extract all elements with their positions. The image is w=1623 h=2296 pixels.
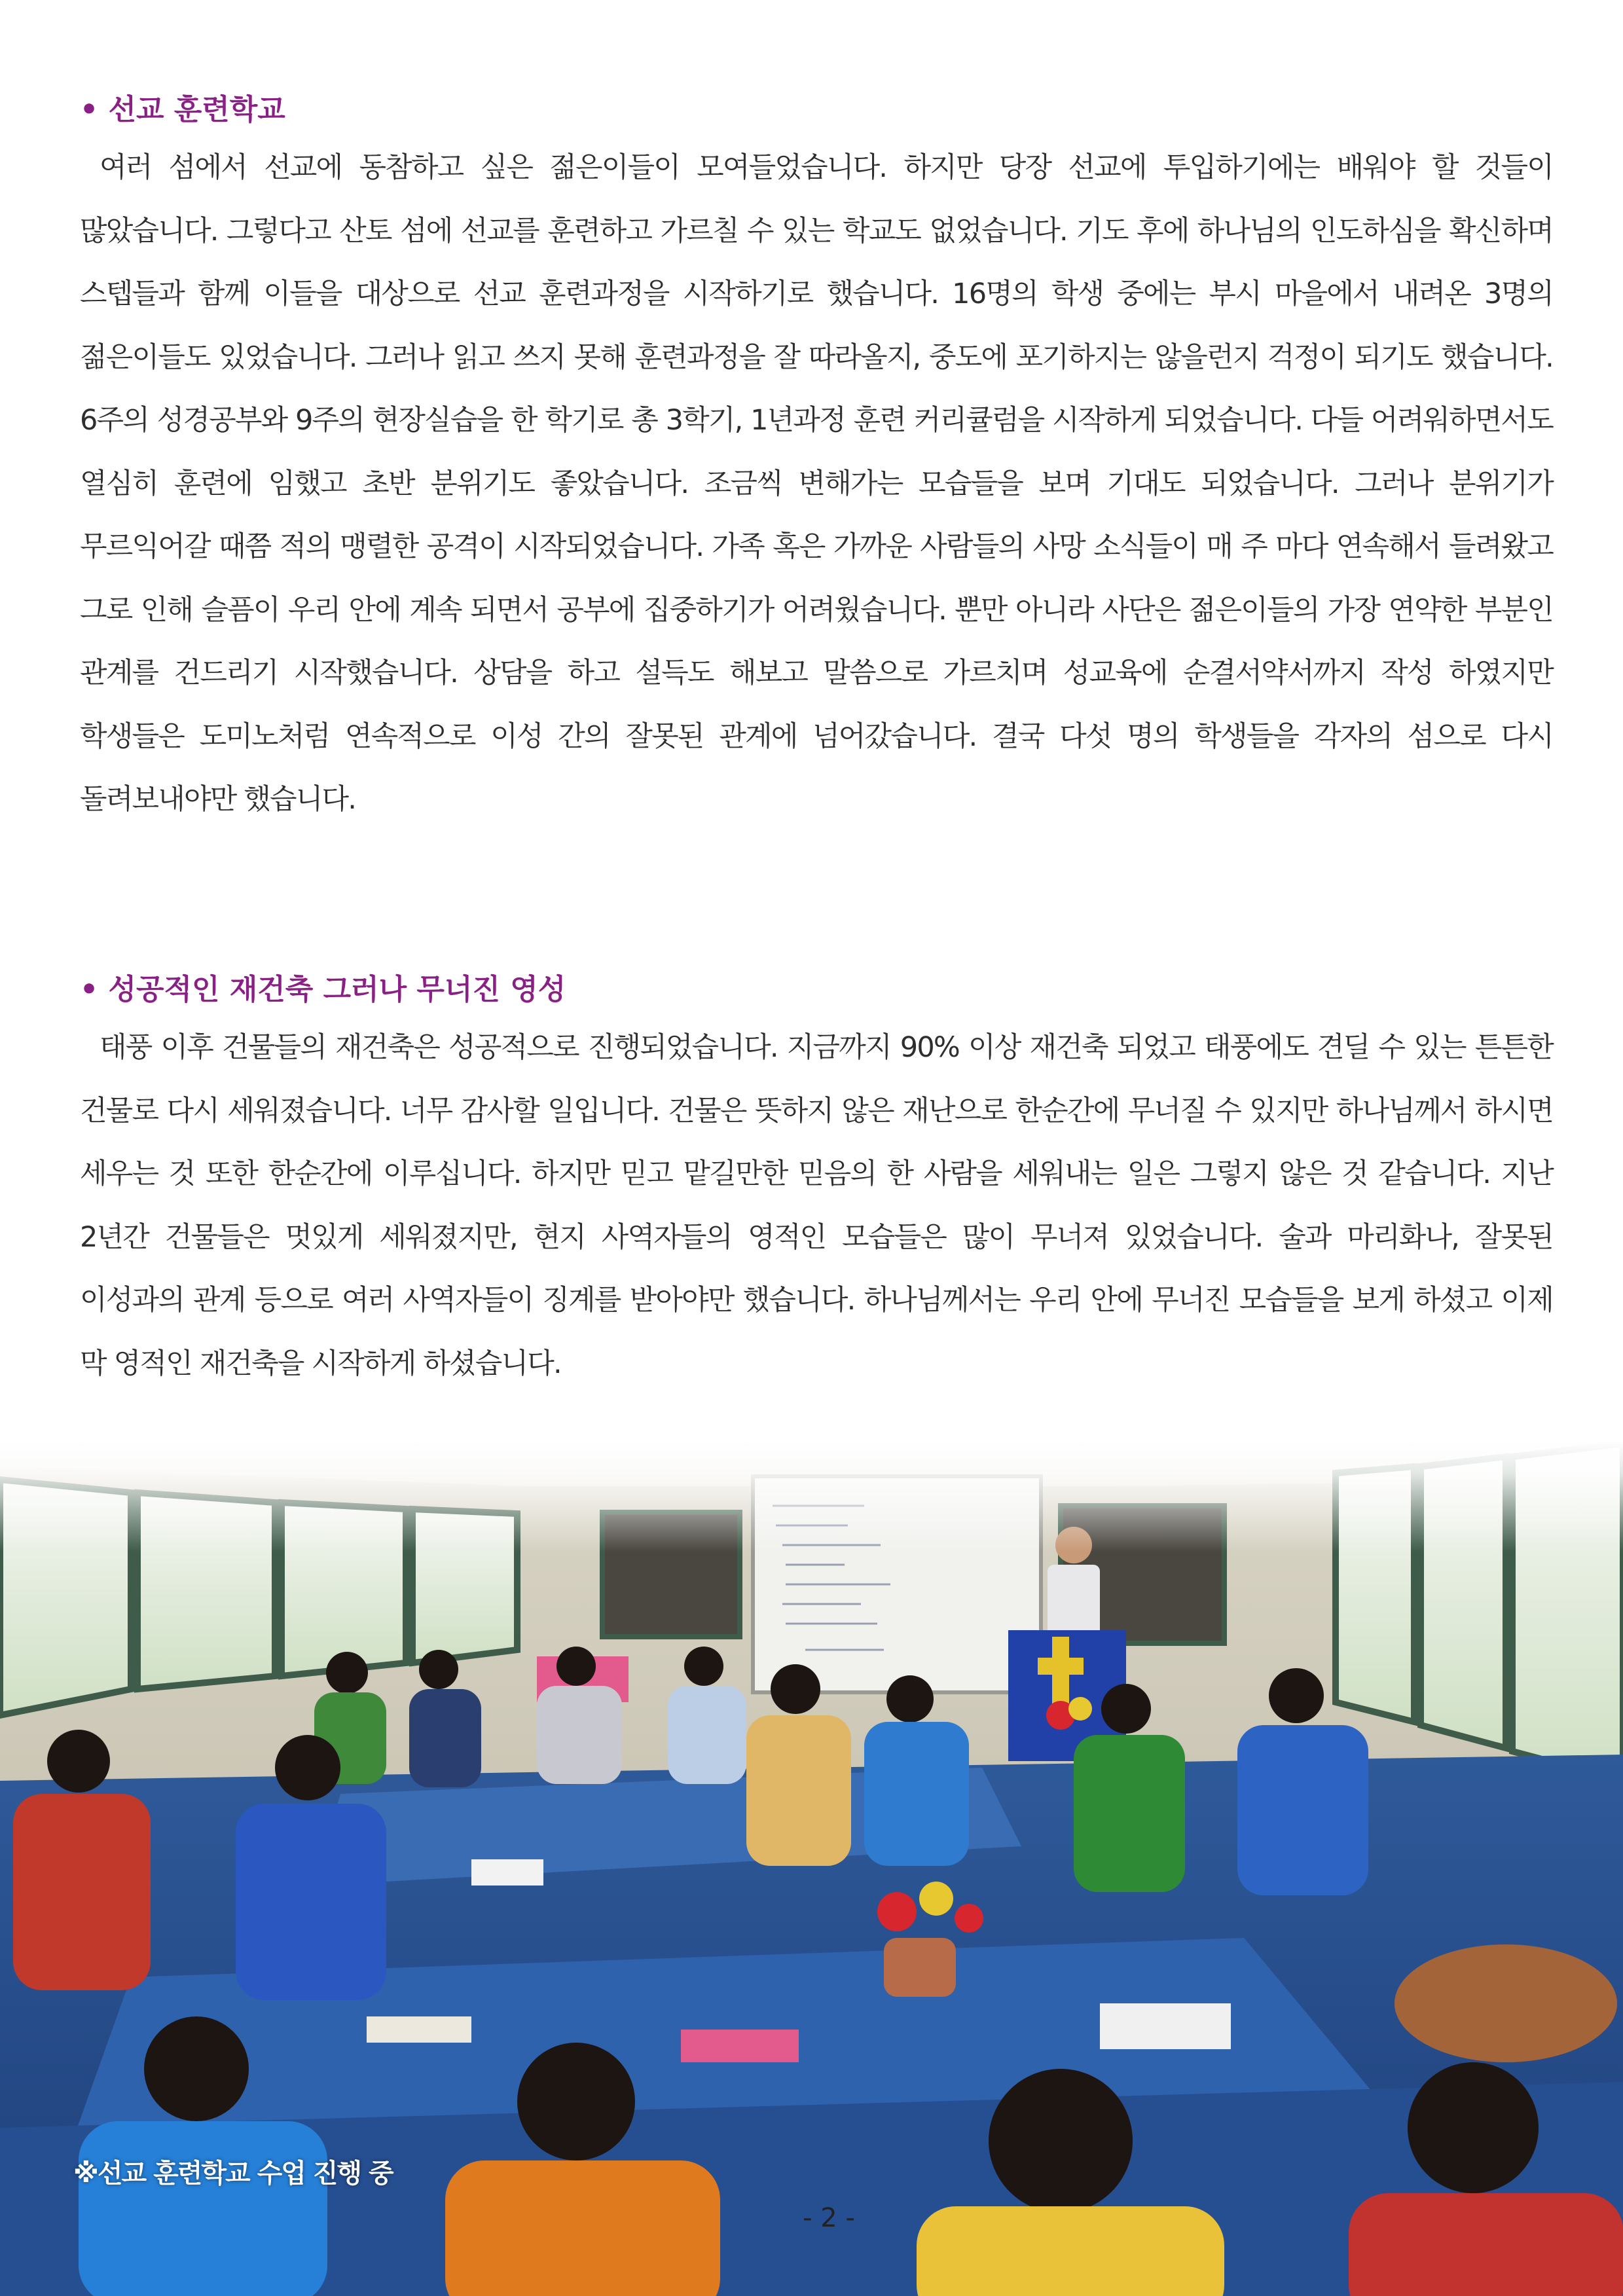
section-heading: • 성공적인 재건축 그러나 무너진 영성 xyxy=(80,973,566,1006)
section-reconstruction xyxy=(80,964,1553,1395)
section-heading: • 선교 훈련학교 xyxy=(80,93,285,126)
photo-top-fade xyxy=(0,1440,1623,1552)
photo-caption: ※선교 훈련학교 수업 진행 중 xyxy=(73,2159,393,2189)
section-missionary-training-school xyxy=(80,84,1553,831)
page-number: - 2 - xyxy=(803,2203,855,2233)
section-body: 태풍 이후 건물들의 재건축은 성공적으로 진행되었습니다. 지금까지 90% 이상 재건축 되었고 태풍에도 견딜 수 있는 튼튼한 건물로 다시 세워졌습니다. 너무 감사할 일입니다. 건물은 뜻하지 않은 재난으로 한순간에 무너질 수 있지만 하나님께서 하시면 세우는 것 또한 한순간에 이루십니다. 하지만 믿고 맡길만한 믿음의 한 사람을 세워내는 일은 그렇지 않은 것 같습니다. 지난 2년간 건물들은 멋있게 세워졌지만, 현지 사역자들의 영적인 모습들은 많이 무너져 있었습니다. 술과 마리화나, 잘못된 이성과의 관계 등으로 여러 사역자들이 징계를 받아야만 했습니다. 하나님께서는 우리 안에 무너진 모습들을 보게 하셨고 이제 막 영적인 재건축을 시작하게 하셨습니다. xyxy=(80,1031,1553,1380)
section-body: 여러 섬에서 선교에 동참하고 싶은 젊은이들이 모여들었습니다. 하지만 당장 선교에 투입하기에는 배워야 할 것들이 많았습니다. 그렇다고 산토 섬에 선교를 훈련하고 가르칠 수 있는 학교도 없었습니다. 기도 후에 하나님의 인도하심을 확신하며 스텝들과 함께 이들을 대상으로 선교 훈련과정을 시작하기로 했습니다. 16명의 학생 중에는 부시 마을에서 내려온 3명의 젊은이들도 있었습니다. 그러나 읽고 쓰지 못해 훈련과정을 잘 따라올지, 중도에 포기하지는 않을런지 걱정이 되기도 했습니다. 6주의 성경공부와 9주의 현장실습을 한 학기로 총 3학기, 1년과정 훈련 커리큘럼을 시작하게 되었습니다. 다들 어려워하면서도 열심히 훈련에 임했고 초반 분위기도 좋았습니다. 조금씩 변해가는 모습들을 보며 기대도 되었습니다. 그러나 분위기가 무르익어갈 때쯤 적의 맹렬한 공격이 시작되었습니다. 가족 혹은 가까운 사람들의 사망 소식들이 매 주 마다 연속해서 들려왔고 그로 인해 슬픔이 우리 안에 계속 되면서 공부에 집중하기가 어려웠습니다. 뿐만 아니라 사단은 젊은이들의 가장 연약한 부분인 관계를 건드리기 시작했습니다. 상담을 하고 설득도 해보고 말씀으로 가르치며 성교육에 순결서약서까지 작성 하였지만 학생들은 도미노처럼 연속적으로 이성 간의 잘못된 관계에 넘어갔습니다. 결국 다섯 명의 학생들을 각자의 섬으로 다시 돌려보내야만 했습니다. xyxy=(80,151,1553,816)
